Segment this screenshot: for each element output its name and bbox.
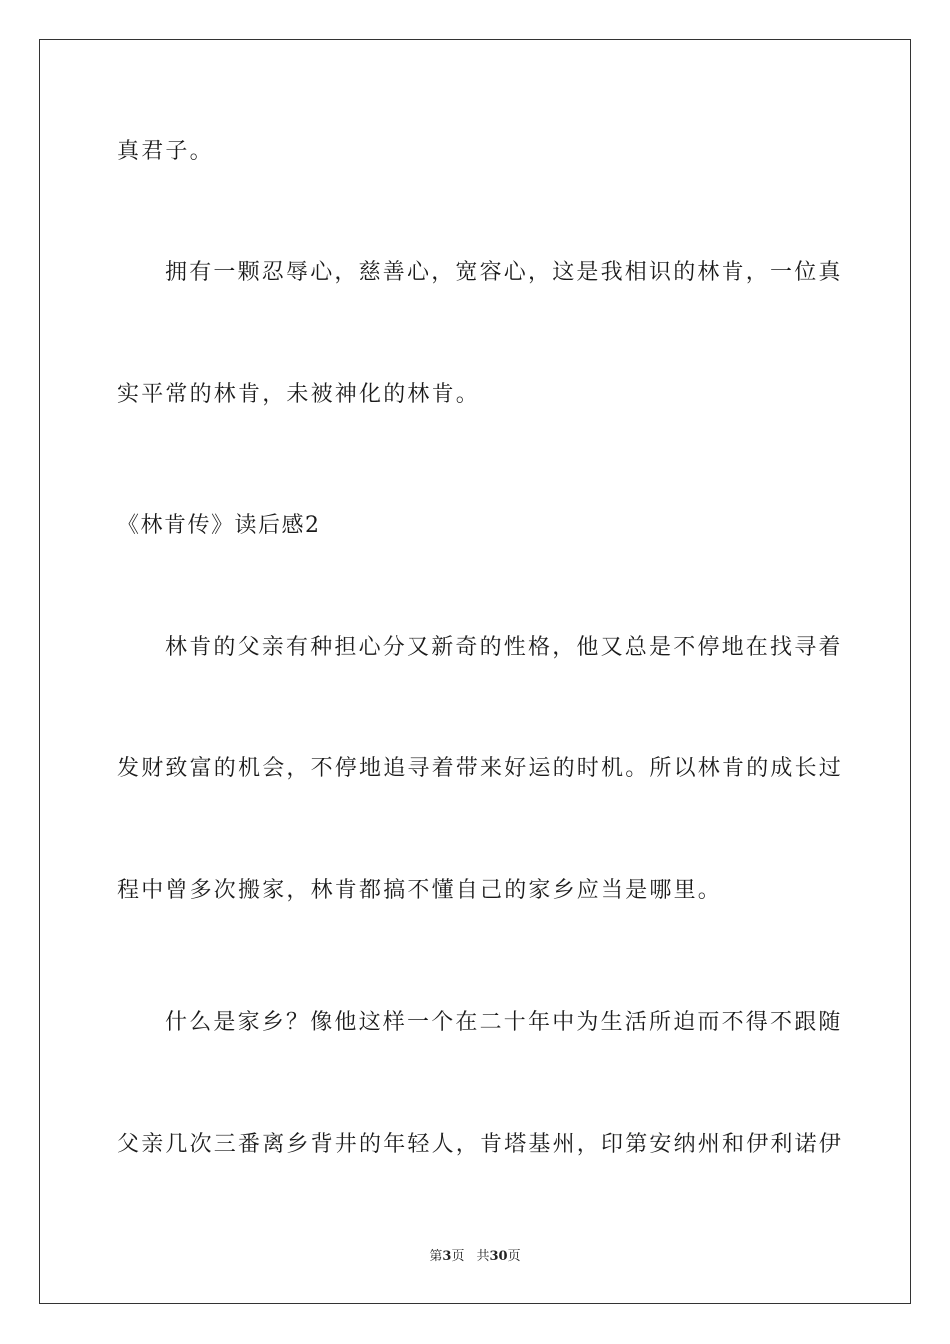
page-border bbox=[39, 39, 911, 1304]
total-suffix: 页 bbox=[507, 1249, 521, 1264]
text-line: 真君子。 bbox=[117, 139, 214, 164]
section-heading: 《林肯传》读后感2 bbox=[117, 513, 321, 538]
page-prefix: 第 bbox=[429, 1249, 443, 1264]
paragraph-line: 拥有一颗忍辱心，慈善心，宽容心，这是我相识的林肯，一位真 bbox=[165, 260, 843, 285]
total-pages: 30 bbox=[489, 1249, 508, 1264]
text-line: 实平常的林肯，未被神化的林肯。 bbox=[117, 382, 481, 407]
total-prefix: 共 bbox=[476, 1249, 490, 1264]
page-number: 3 bbox=[442, 1249, 452, 1264]
text-line: 父亲几次三番离乡背井的年轻人，肯塔基州，印第安纳州和伊利诺伊 bbox=[117, 1132, 844, 1157]
paragraph-line: 什么是家乡？像他这样一个在二十年中为生活所迫而不得不跟随 bbox=[165, 1010, 843, 1035]
text-line: 发财致富的机会，不停地追寻着带来好运的时机。所以林肯的成长过 bbox=[117, 756, 844, 781]
text-line: 程中曾多次搬家，林肯都搞不懂自己的家乡应当是哪里。 bbox=[117, 878, 723, 903]
paragraph-line: 林肯的父亲有种担心分又新奇的性格，他又总是不停地在找寻着 bbox=[165, 635, 843, 660]
page-footer bbox=[0, 1248, 950, 1266]
page-suffix: 页 bbox=[451, 1249, 465, 1264]
